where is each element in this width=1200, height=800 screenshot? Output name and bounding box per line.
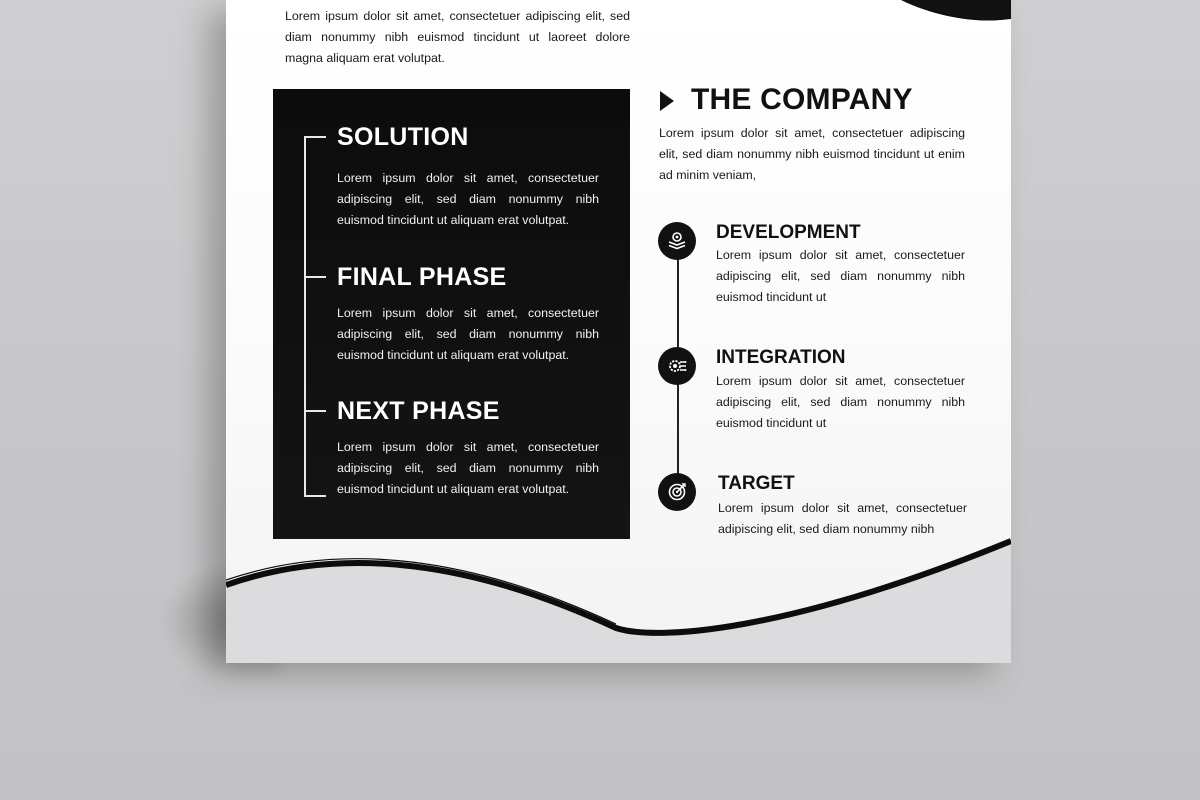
timeline-text-integration: Lorem ipsum dolor sit amet, consectetuer adipiscing elit, sed diam nonummy nibh euismod tincidunt ut <box>716 374 965 430</box>
phase-text-solution: Lorem ipsum dolor sit amet, consectetuer adipiscing elit, sed diam nonummy nibh euismod tincidunt ut aliquam erat volutpat. <box>337 171 599 227</box>
timeline-text-target: Lorem ipsum dolor sit amet, consectetuer adipiscing elit, sed diam nonummy nibh <box>718 501 967 536</box>
phases-panel <box>273 89 630 539</box>
phase-bracket-line <box>304 136 306 497</box>
top-decorative-curve <box>901 0 1011 30</box>
bottom-decorative-wave <box>226 525 1011 663</box>
phase-title-next: NEXT PHASE <box>337 397 500 425</box>
intro-paragraph: Lorem ipsum dolor sit amet, consectetuer adipiscing elit, sed diam nonummy nibh euismod tincidunt ut laoreet dolore magna aliquam erat volutpat. <box>285 9 630 65</box>
timeline-text-development: Lorem ipsum dolor sit amet, consectetuer adipiscing elit, sed diam nonummy nibh euismod tincidunt ut <box>716 248 965 304</box>
layers-gear-icon <box>658 222 696 260</box>
phase-text-final: Lorem ipsum dolor sit amet, consectetuer adipiscing elit, sed diam nonummy nibh euismod tincidunt ut aliquam erat volutpat. <box>337 306 599 362</box>
phase-tick <box>304 410 326 412</box>
timeline-title-integration: INTEGRATION <box>716 347 846 368</box>
company-title: THE COMPANY <box>691 83 913 116</box>
phase-tick <box>304 276 326 278</box>
company-text: Lorem ipsum dolor sit amet, consectetuer adipiscing elit, sed diam nonummy nibh euismod tincidunt ut enim ad minim veniam, <box>659 126 965 182</box>
timeline-title-development: DEVELOPMENT <box>716 222 861 243</box>
flyer-sheet <box>226 0 1011 663</box>
phase-title-solution: SOLUTION <box>337 123 469 151</box>
phase-title-final: FINAL PHASE <box>337 263 507 291</box>
timeline-title-target: TARGET <box>718 473 795 494</box>
phase-tick <box>304 136 326 138</box>
phase-tick <box>304 495 326 497</box>
gear-circuit-icon <box>658 347 696 385</box>
play-arrow-icon <box>660 91 674 111</box>
target-icon <box>658 473 696 511</box>
phase-text-next: Lorem ipsum dolor sit amet, consectetuer adipiscing elit, sed diam nonummy nibh euismod tincidunt ut aliquam erat volutpat. <box>337 440 599 496</box>
